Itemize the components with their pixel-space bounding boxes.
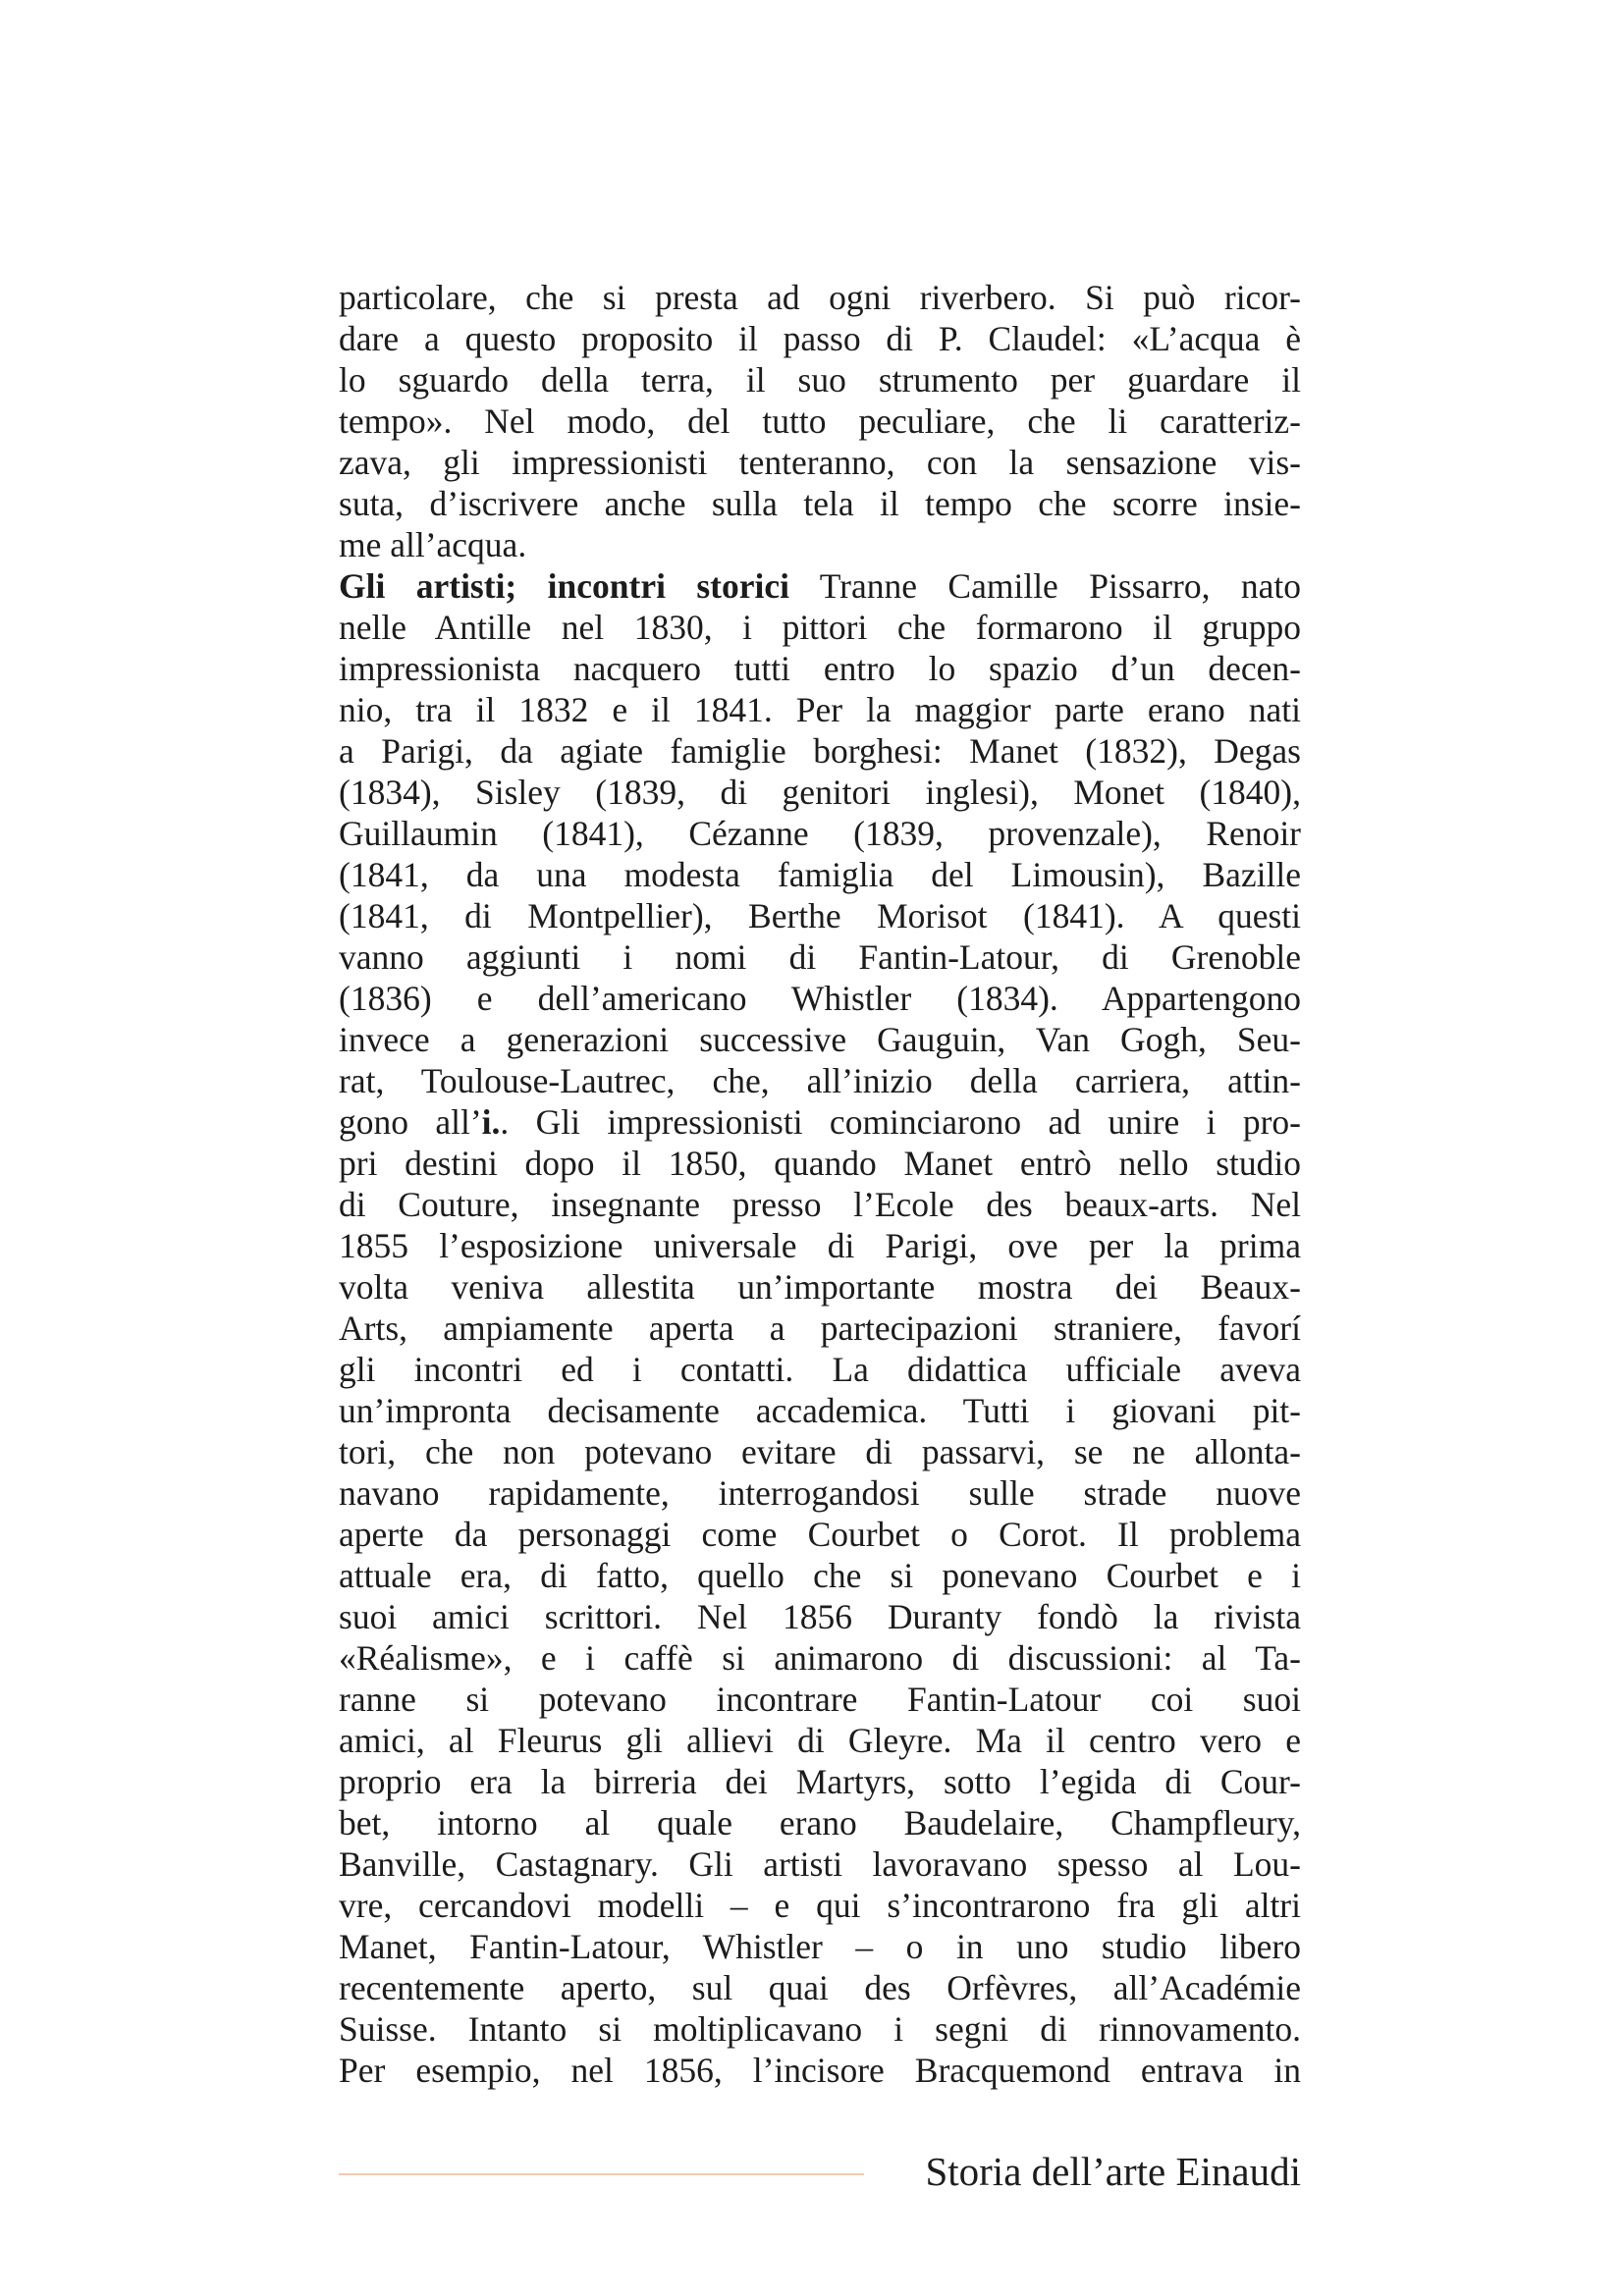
text-line: me all’acqua. bbox=[339, 525, 527, 564]
body-text bbox=[339, 277, 1301, 2091]
text-line: invece a generazioni successive Gauguin, Van Gogh, Seu- bbox=[339, 1020, 1301, 1059]
text-line: proprio era la birreria dei Martyrs, sotto l’egida di Cour- bbox=[339, 1762, 1301, 1801]
text-line: a Parigi, da agiate famiglie borghesi: Manet (1832), Degas bbox=[339, 731, 1301, 771]
text-line: (1836) e dell’americano Whistler (1834). Appartengono bbox=[339, 979, 1301, 1018]
text-line: Guillaumin (1841), Cézanne (1839, provenzale), Renoir bbox=[339, 814, 1301, 853]
text-line: nio, tra il 1832 e il 1841. Per la maggior parte erano nati bbox=[339, 690, 1301, 729]
footer-title: Storia dell’arte Einaudi bbox=[925, 2149, 1301, 2194]
text-line: un’impronta decisamente accademica. Tutti i giovani pit- bbox=[339, 1391, 1301, 1430]
text-line: 1855 l’esposizione universale di Parigi, ove per la prima bbox=[339, 1226, 1301, 1265]
text-line: Arts, ampiamente aperta a partecipazioni straniere, favorí bbox=[339, 1308, 1301, 1348]
text-line-with-bold bbox=[339, 1101, 1301, 1143]
text-line: rat, Toulouse-Lautrec, che, all’inizio della carriera, attin- bbox=[339, 1061, 1301, 1100]
text-line: recentemente aperto, sul quai des Orfèvres, all’Académie bbox=[339, 1968, 1301, 2007]
footer-rule bbox=[339, 2173, 864, 2175]
text-line: navano rapidamente, interrogandosi sulle strade nuove bbox=[339, 1473, 1301, 1513]
text-line: impressionista nacquero tutti entro lo spazio d’un decen- bbox=[339, 649, 1301, 688]
text-fragment: Tranne Camille Pissarro, nato bbox=[819, 566, 1302, 606]
text-line: attuale era, di fatto, quello che si ponevano Courbet e i bbox=[339, 1556, 1301, 1595]
text-line: (1841, da una modesta famiglia del Limousin), Bazille bbox=[339, 855, 1301, 894]
text-line: dare a questo proposito il passo di P. Claudel: «L’acqua è bbox=[339, 319, 1301, 358]
text-line: Manet, Fantin-Latour, Whistler – o in uno studio libero bbox=[339, 1927, 1301, 1966]
text-line: zava, gli impressionisti tenteranno, con la sensazione vis- bbox=[339, 443, 1301, 482]
text-line: gli incontri ed i contatti. La didattica ufficiale aveva bbox=[339, 1350, 1301, 1389]
text-line: (1834), Sisley (1839, di genitori inglesi), Monet (1840), bbox=[339, 773, 1301, 812]
text-line: di Couture, insegnante presso l’Ecole des beaux-arts. Nel bbox=[339, 1185, 1301, 1224]
text-line: bet, intorno al quale erano Baudelaire, Champfleury, bbox=[339, 1803, 1301, 1842]
section-heading-line bbox=[339, 565, 1301, 607]
text-fragment: . Gli impressionisti cominciarono ad unire i pro- bbox=[500, 1102, 1301, 1142]
text-line: vre, cercandovi modelli – e qui s’incontrarono fra gli altri bbox=[339, 1886, 1301, 1925]
section-heading: Gli artisti; incontri storici bbox=[339, 566, 789, 606]
text-line: nelle Antille nel 1830, i pittori che formarono il gruppo bbox=[339, 608, 1301, 647]
text-line: tempo». Nel modo, del tutto peculiare, che li caratteriz- bbox=[339, 401, 1301, 441]
text-line: suoi amici scrittori. Nel 1856 Duranty fondò la rivista bbox=[339, 1597, 1301, 1636]
text-line: particolare, che si presta ad ogni riverbero. Si può ricor- bbox=[339, 278, 1301, 317]
text-line: «Réalisme», e i caffè si animarono di discussioni: al Ta- bbox=[339, 1638, 1301, 1678]
text-line: lo sguardo della terra, il suo strumento per guardare il bbox=[339, 360, 1301, 400]
text-fragment: gono all’ bbox=[339, 1102, 482, 1142]
text-line: Suisse. Intanto si moltiplicavano i segni di rinnovamento. bbox=[339, 2009, 1301, 2049]
text-line: pri destini dopo il 1850, quando Manet entrò nello studio bbox=[339, 1144, 1301, 1183]
text-line: volta veniva allestita un’importante mostra dei Beaux- bbox=[339, 1267, 1301, 1307]
bold-abbrev: i. bbox=[481, 1102, 501, 1142]
text-line: ranne si potevano incontrare Fantin-Latour coi suoi bbox=[339, 1680, 1301, 1719]
text-line: amici, al Fleurus gli allievi di Gleyre. Ma il centro vero e bbox=[339, 1721, 1301, 1760]
text-line: tori, che non potevano evitare di passarvi, se ne allonta- bbox=[339, 1432, 1301, 1471]
text-line: aperte da personaggi come Courbet o Corot. Il problema bbox=[339, 1515, 1301, 1554]
text-line: Per esempio, nel 1856, l’incisore Bracquemond entrava in bbox=[339, 2051, 1301, 2090]
text-line: Banville, Castagnary. Gli artisti lavoravano spesso al Lou- bbox=[339, 1844, 1301, 1884]
text-line: (1841, di Montpellier), Berthe Morisot (1841). A questi bbox=[339, 896, 1301, 935]
text-line: suta, d’iscrivere anche sulla tela il tempo che scorre insie- bbox=[339, 484, 1301, 523]
text-line: vanno aggiunti i nomi di Fantin-Latour, di Grenoble bbox=[339, 937, 1301, 977]
